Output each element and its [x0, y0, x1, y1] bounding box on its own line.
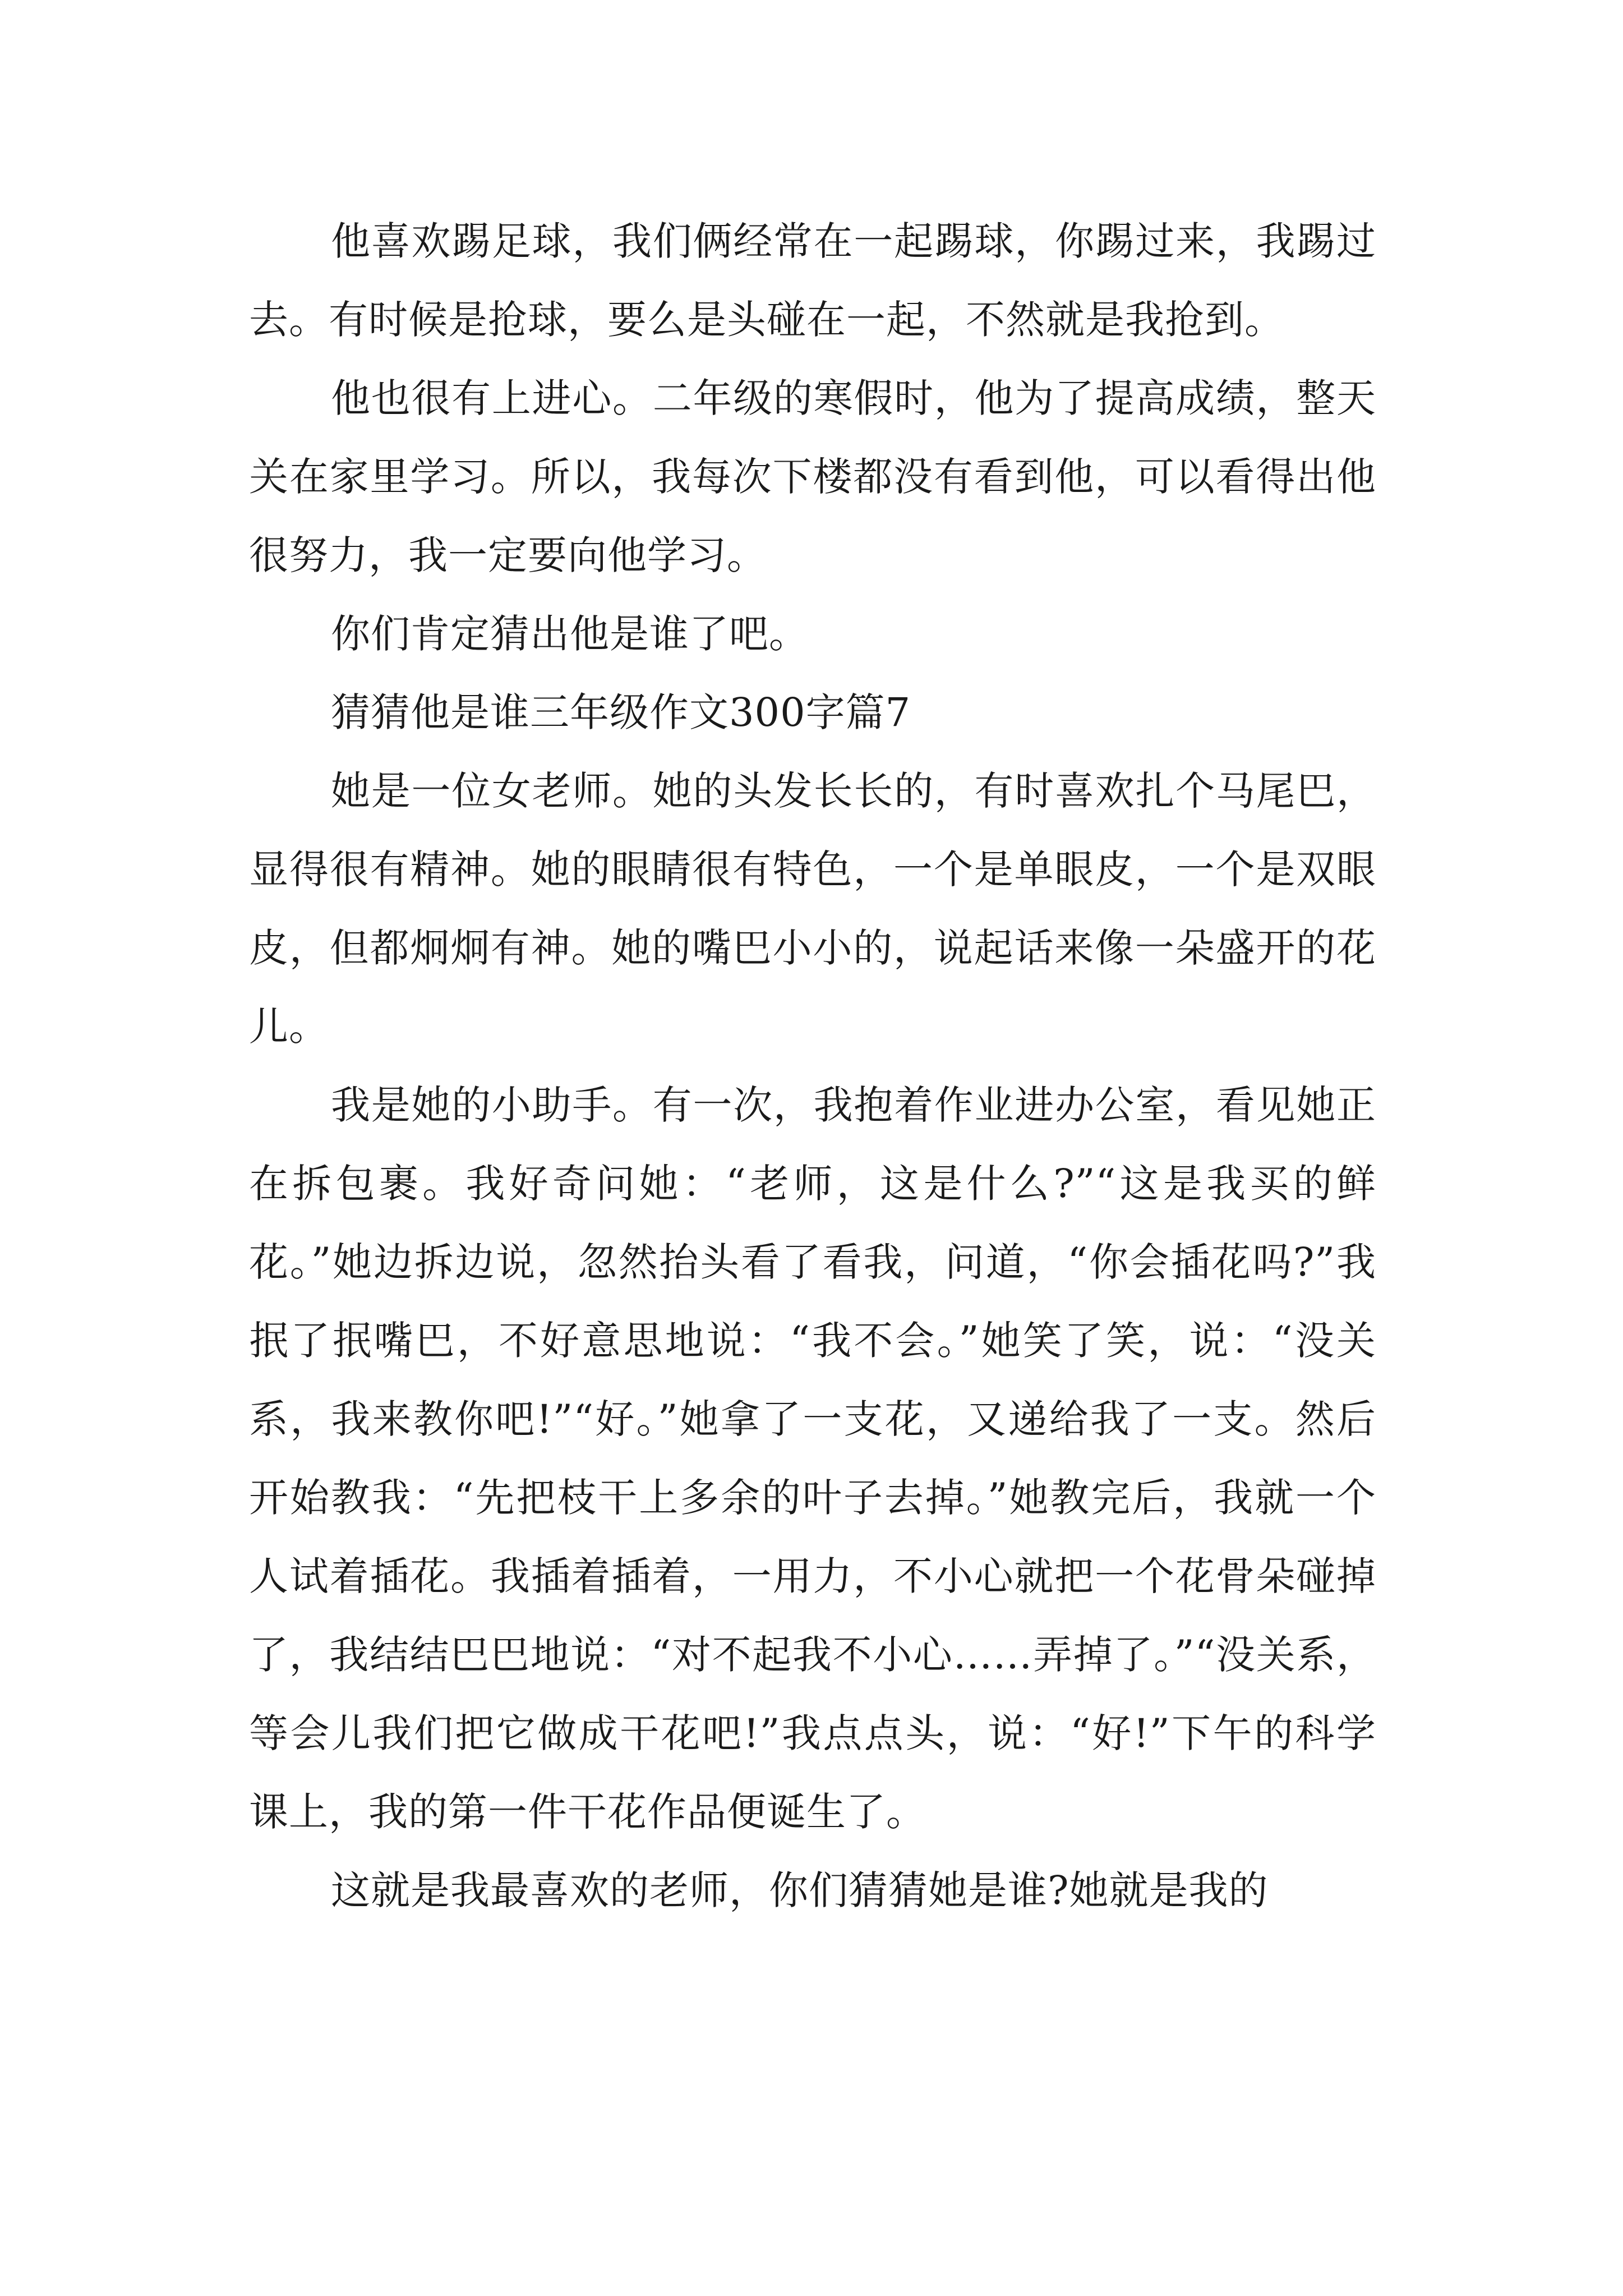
- paragraph-motivation: 他也很有上进心。二年级的寒假时，他为了提高成绩，整天关在家里学习。所以，我每次下楼都没有看到他，可以看得出他很努力，我一定要向他学习。: [249, 375, 1376, 578]
- paragraph-teacher-description: 她是一位女老师。她的头发长长的，有时喜欢扎个马尾巴，显得很有精神。她的眼睛很有特色，一个是单眼皮，一个是双眼皮，但都炯炯有神。她的嘴巴小小的，说起话来像一朵盛开的花儿。: [249, 768, 1376, 1050]
- section-heading: 猜猜他是谁三年级作文300字篇7: [331, 689, 911, 735]
- paragraph-football: 他喜欢踢足球，我们俩经常在一起踢球，你踢过来，我踢过去。有时候是抢球，要么是头碰在一起，不然就是我抢到。: [249, 218, 1376, 343]
- paragraph-closing: 这就是我最喜欢的老师，你们猜猜她是谁?她就是我的: [331, 1867, 1269, 1913]
- document-body: [249, 202, 1376, 1930]
- paragraph-guess-him: 你们肯定猜出他是谁了吧。: [331, 611, 809, 657]
- paragraph-flower-story: 我是她的小助手。有一次，我抱着作业进办公室，看见她正在拆包裹。我好奇问她：“老师，这是什么?”“这是我买的鲜花。”她边拆边说，忽然抬头看了看我，问道，“你会插花吗?”我抿了抿嘴巴，不好意思地说：“我不会。”她笑了笑，说：“没关系，我来教你吧!”“好。”她拿了一支花，又递给我了一支。然后开始教我：“先把枝干上多余的叶子去掉。”她教完后，我就一个人试着插花。我插着插着，一用力，不小心就把一个花骨朵碰掉了，我结结巴巴地说：“对不起我不小心……弄掉了。”“没关系，等会儿我们把它做成干花吧!”我点点头，说：“好!”下午的科学课上，我的第一件干花作品便诞生了。: [249, 1082, 1376, 1835]
